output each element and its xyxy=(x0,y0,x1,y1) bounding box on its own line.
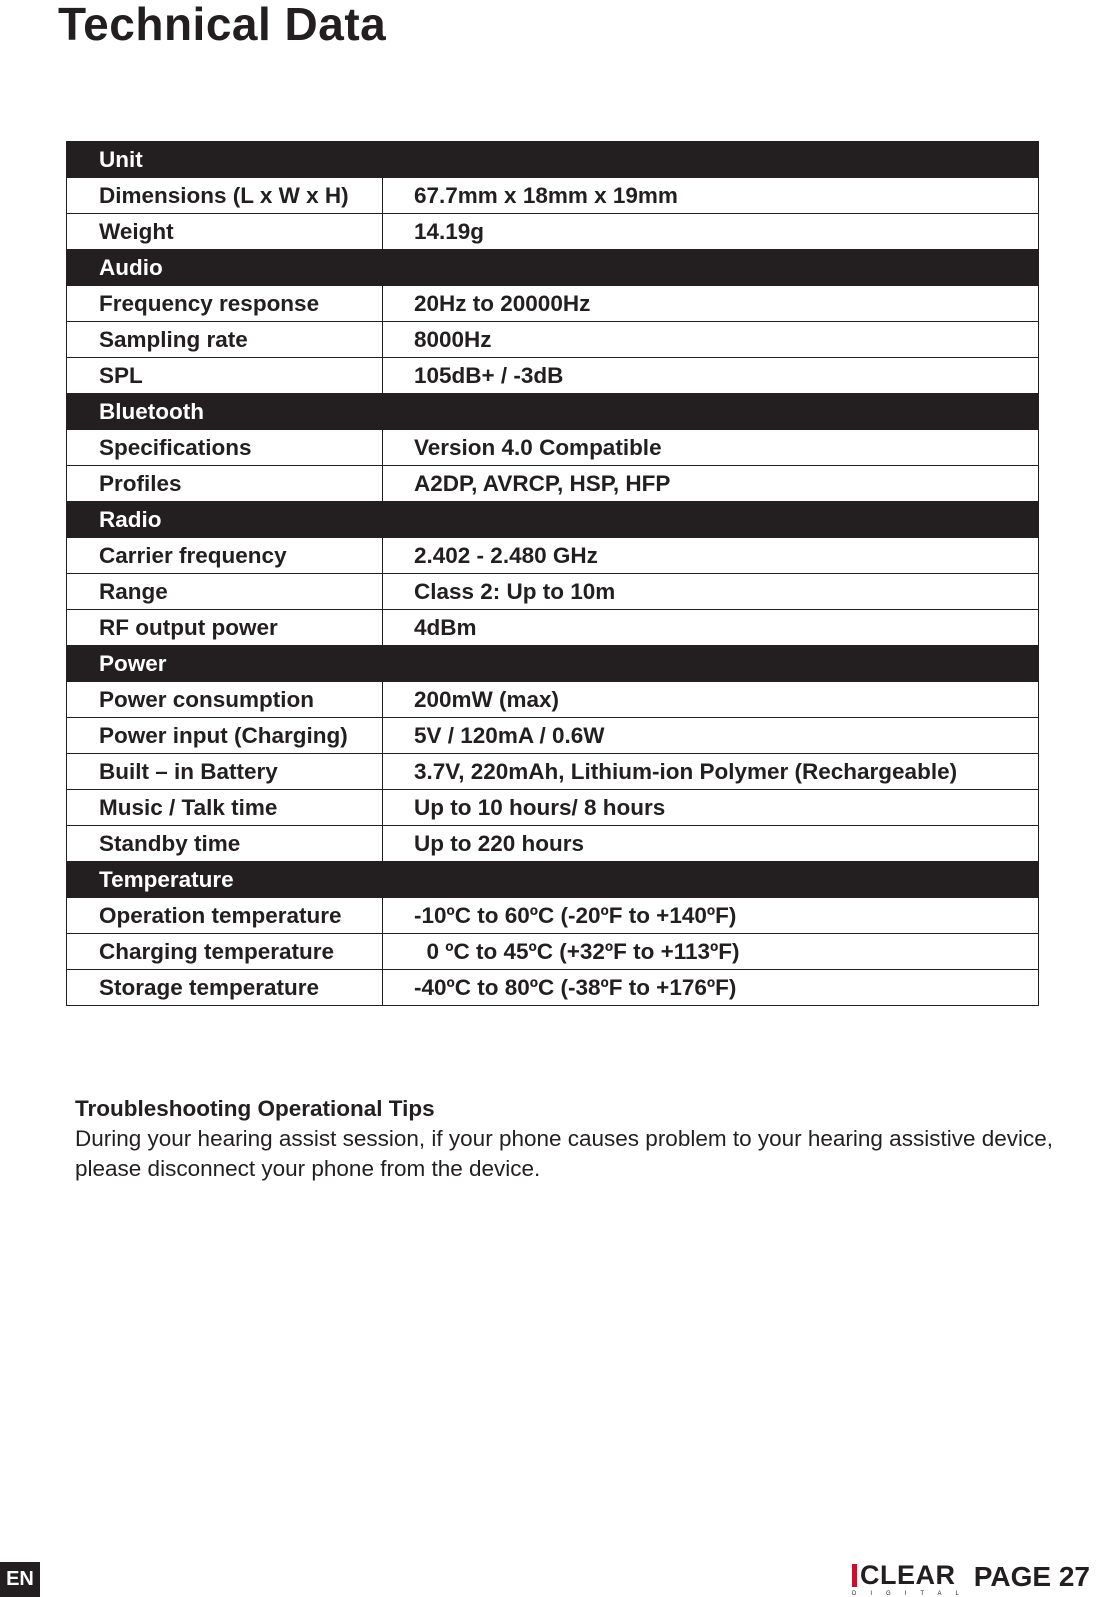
spec-row xyxy=(67,610,1039,646)
spec-value: 20Hz to 20000Hz xyxy=(383,286,1039,322)
spec-label: Operation temperature xyxy=(67,898,383,934)
spec-row xyxy=(67,178,1039,214)
tips-body: During your hearing assist session, if your phone causes problem to your hearing assistive device, please disconnect your phone from the device. xyxy=(75,1126,1054,1181)
spec-value: 67.7mm x 18mm x 19mm xyxy=(383,178,1039,214)
logo-text xyxy=(852,1560,956,1590)
page-title: Technical Data xyxy=(58,0,387,50)
spec-row xyxy=(67,898,1039,934)
spec-label: Power consumption xyxy=(67,682,383,718)
section-title: Radio xyxy=(67,502,1039,538)
spec-row xyxy=(67,826,1039,862)
section-header-row xyxy=(67,862,1039,898)
spec-label: Sampling rate xyxy=(67,322,383,358)
iclear-logo xyxy=(852,1560,973,1597)
spec-value: 4dBm xyxy=(383,610,1039,646)
spec-label: Standby time xyxy=(67,826,383,862)
spec-row xyxy=(67,574,1039,610)
spec-label: Specifications xyxy=(67,430,383,466)
spec-row xyxy=(67,682,1039,718)
section-title: Unit xyxy=(67,142,1039,178)
spec-value: A2DP, AVRCP, HSP, HFP xyxy=(383,466,1039,502)
troubleshooting-tips xyxy=(75,1094,1065,1184)
spec-value: Class 2: Up to 10m xyxy=(383,574,1039,610)
spec-value: 14.19g xyxy=(383,214,1039,250)
spec-row xyxy=(67,718,1039,754)
spec-value: -10ºC to 60ºC (-20ºF to +140ºF) xyxy=(383,898,1039,934)
logo-wordmark: CLEAR xyxy=(860,1560,956,1590)
spec-row xyxy=(67,466,1039,502)
spec-value: -40ºC to 80ºC (-38ºF to +176ºF) xyxy=(383,970,1039,1006)
spec-value: 0 ºC to 45ºC (+32ºF to +113ºF) xyxy=(383,934,1039,970)
spec-label: Carrier frequency xyxy=(67,538,383,574)
spec-label: Storage temperature xyxy=(67,970,383,1006)
section-title: Power xyxy=(67,646,1039,682)
language-badge: EN xyxy=(0,1562,40,1597)
spec-value: 5V / 120mA / 0.6W xyxy=(383,718,1039,754)
section-header-row xyxy=(67,394,1039,430)
section-header-row xyxy=(67,142,1039,178)
spec-label: RF output power xyxy=(67,610,383,646)
spec-value: 200mW (max) xyxy=(383,682,1039,718)
spec-value: 8000Hz xyxy=(383,322,1039,358)
spec-row xyxy=(67,538,1039,574)
spec-value: Version 4.0 Compatible xyxy=(383,430,1039,466)
spec-row xyxy=(67,790,1039,826)
spec-label: Power input (Charging) xyxy=(67,718,383,754)
spec-row xyxy=(67,430,1039,466)
spec-row xyxy=(67,286,1039,322)
section-title: Audio xyxy=(67,250,1039,286)
spec-label: Music / Talk time xyxy=(67,790,383,826)
page-number: PAGE 27 xyxy=(973,1561,1090,1592)
spec-label: Weight xyxy=(67,214,383,250)
spec-label: Range xyxy=(67,574,383,610)
spec-label: Dimensions (L x W x H) xyxy=(67,178,383,214)
spec-label: Frequency response xyxy=(67,286,383,322)
logo-subtitle: DIGITAL xyxy=(852,1591,973,1597)
spec-label: Built – in Battery xyxy=(67,754,383,790)
spec-label: Charging temperature xyxy=(67,934,383,970)
spec-value: Up to 10 hours/ 8 hours xyxy=(383,790,1039,826)
technical-data-table xyxy=(66,141,1039,1006)
section-title: Temperature xyxy=(67,862,1039,898)
section-title: Bluetooth xyxy=(67,394,1039,430)
technical-data-body xyxy=(67,142,1039,1006)
spec-label: Profiles xyxy=(67,466,383,502)
spec-row xyxy=(67,934,1039,970)
spec-value: 3.7V, 220mAh, Lithium-ion Polymer (Rechargeable) xyxy=(383,754,1039,790)
spec-row xyxy=(67,214,1039,250)
spec-label: SPL xyxy=(67,358,383,394)
section-header-row xyxy=(67,250,1039,286)
spec-value: 105dB+ / -3dB xyxy=(383,358,1039,394)
section-header-row xyxy=(67,646,1039,682)
spec-row xyxy=(67,754,1039,790)
spec-value: 2.402 - 2.480 GHz xyxy=(383,538,1039,574)
spec-row xyxy=(67,358,1039,394)
spec-row xyxy=(67,322,1039,358)
tips-heading: Troubleshooting Operational Tips xyxy=(75,1096,435,1121)
section-header-row xyxy=(67,502,1039,538)
spec-value: Up to 220 hours xyxy=(383,826,1039,862)
spec-row xyxy=(67,970,1039,1006)
